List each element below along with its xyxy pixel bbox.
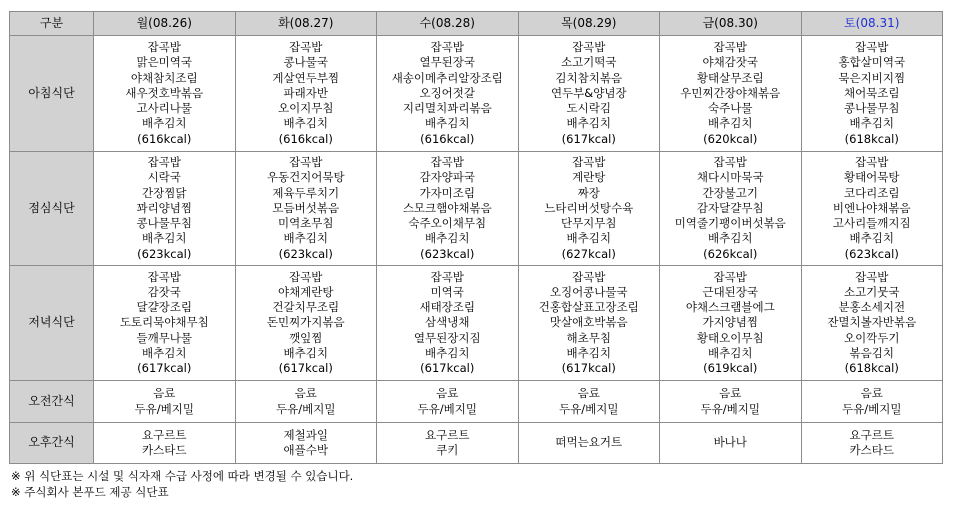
menu-cell <box>660 152 802 266</box>
menu-item: 단무지무침 <box>560 216 617 231</box>
menu-item: 들깨무나물 <box>136 330 193 345</box>
menu-item: 새송이메추리알장조림 <box>391 70 503 85</box>
menu-item: 배추김치 <box>283 345 328 360</box>
menu-item: 짜장 <box>577 185 600 200</box>
menu-item: 요구르트 <box>142 427 187 442</box>
menu-item: 잡곡밥 <box>713 269 747 284</box>
menu-item: (617kcal) <box>561 131 616 146</box>
menu-item: 묵은지비지찜 <box>838 70 906 85</box>
menu-item: 배추김치 <box>283 231 328 246</box>
menu-item: 고사리들깨지짐 <box>832 216 911 231</box>
menu-item: 숙주나물 <box>708 101 753 116</box>
menu-item: 시락국 <box>147 170 181 185</box>
menu-item: 김치참치볶음 <box>555 70 623 85</box>
menu-item: 요구르트 <box>849 427 894 442</box>
menu-item: 파래자반 <box>283 85 328 100</box>
menu-item: (618kcal) <box>844 131 899 146</box>
menu-item: 볶음김치 <box>849 345 894 360</box>
menu-item: 배추김치 <box>708 231 753 246</box>
menu-item: 꽈리양념찜 <box>136 200 193 215</box>
menu-item: 잡곡밥 <box>289 40 323 55</box>
menu-cell <box>518 266 660 381</box>
menu-cell <box>94 266 236 381</box>
menu-item: 도토리묵야채무침 <box>119 315 209 330</box>
menu-item: 감자양파국 <box>419 170 476 185</box>
menu-cell <box>801 423 943 464</box>
menu-cell <box>801 36 943 152</box>
meal-row-afternoon-snack <box>10 423 943 464</box>
menu-item: 맑은미역국 <box>136 55 193 70</box>
menu-cell <box>235 266 377 381</box>
menu-item: 건갈치무조림 <box>272 300 340 315</box>
weekly-menu-table <box>9 11 943 464</box>
menu-item: 두유/베지밀 <box>417 401 477 416</box>
menu-cell <box>377 152 519 266</box>
menu-item: 열무된장국 <box>419 55 476 70</box>
menu-item: (617kcal) <box>561 361 616 375</box>
menu-item: 제철과일 <box>283 427 328 442</box>
menu-item: 지리멸치꽈리볶음 <box>402 101 492 116</box>
menu-item: 두유/베지밀 <box>842 401 902 416</box>
menu-cell <box>94 423 236 464</box>
menu-item: (626kcal) <box>703 246 758 261</box>
day-header-fri: 금(08.30) <box>660 12 802 36</box>
menu-cell <box>235 423 377 464</box>
menu-item: 황태살무조림 <box>696 70 764 85</box>
menu-item: 돈민찌가지볶음 <box>266 315 345 330</box>
meal-label-lunch: 점심식단 <box>10 152 94 266</box>
menu-item: (627kcal) <box>561 246 616 261</box>
menu-cell <box>235 152 377 266</box>
menu-item: 오징어콩나물국 <box>549 284 628 299</box>
menu-item: 잡곡밥 <box>147 155 181 170</box>
corner-header: 구분 <box>10 12 94 36</box>
menu-item: 홍합살미역국 <box>838 55 906 70</box>
menu-item: 야채스크램블에그 <box>685 300 775 315</box>
menu-item: 콩나물국 <box>283 55 328 70</box>
menu-item: (623kcal) <box>420 246 475 261</box>
menu-item: 달걀장조림 <box>136 300 193 315</box>
menu-item: 잡곡밥 <box>289 155 323 170</box>
menu-item: 요구르트 <box>425 427 470 442</box>
menu-item: 잡곡밥 <box>855 269 889 284</box>
meal-label-morning-snack: 오전간식 <box>10 381 94 423</box>
menu-cell <box>660 381 802 423</box>
menu-item: 음료 <box>719 386 742 401</box>
menu-item: 잡곡밥 <box>855 155 889 170</box>
menu-item: 미역줄기팽이버섯볶음 <box>674 216 786 231</box>
menu-item: 두유/베지밀 <box>700 401 760 416</box>
meal-row-dinner <box>10 266 943 381</box>
menu-cell <box>518 152 660 266</box>
menu-item: 새태장조림 <box>419 300 476 315</box>
menu-item: 게살연두부찜 <box>272 70 340 85</box>
menu-item: 배추김치 <box>708 345 753 360</box>
menu-item: 황태어묵탕 <box>843 170 900 185</box>
menu-item: 오이깍두기 <box>843 330 900 345</box>
menu-cell <box>377 423 519 464</box>
menu-item: 배추김치 <box>425 231 470 246</box>
menu-item: 깻잎찜 <box>289 330 323 345</box>
header-row <box>10 12 943 36</box>
menu-item: 카스타드 <box>849 443 894 457</box>
menu-cell <box>94 381 236 423</box>
menu-item: 우동건지어묵탕 <box>266 170 345 185</box>
menu-item: 두유/베지밀 <box>559 401 619 416</box>
menu-item: 모듬버섯볶음 <box>272 200 340 215</box>
menu-item: 열무된장지짐 <box>413 330 481 345</box>
menu-item: 잡곡밥 <box>855 40 889 55</box>
menu-item: 감잣국 <box>147 284 181 299</box>
menu-item: 미역초무침 <box>277 216 334 231</box>
menu-cell <box>660 266 802 381</box>
footnotes <box>11 469 353 500</box>
menu-item: (617kcal) <box>278 361 333 375</box>
menu-item: 미역국 <box>430 284 464 299</box>
menu-item: 잔멸치볼자반볶음 <box>827 315 917 330</box>
menu-cell <box>94 152 236 266</box>
meal-row-morning-snack <box>10 381 943 423</box>
meal-row-lunch <box>10 152 943 266</box>
menu-item: (623kcal) <box>137 246 192 261</box>
menu-item: 배추김치 <box>708 116 753 131</box>
menu-item: 비엔나야채볶음 <box>832 200 911 215</box>
meal-label-dinner: 저녁식단 <box>10 266 94 381</box>
menu-item: 배추김치 <box>142 345 187 360</box>
menu-item: 배추김치 <box>566 116 611 131</box>
menu-item: 배추김치 <box>849 116 894 131</box>
menu-item: (616kcal) <box>278 131 333 146</box>
menu-cell <box>518 36 660 152</box>
meal-row-breakfast <box>10 36 943 152</box>
menu-item: 콩나물무침 <box>843 101 900 116</box>
menu-item: (620kcal) <box>703 131 758 146</box>
menu-item: 두유/베지밀 <box>276 401 336 416</box>
menu-item: (616kcal) <box>137 131 192 146</box>
menu-item: (617kcal) <box>137 361 192 375</box>
menu-item: 가자미조림 <box>419 185 476 200</box>
menu-item: 배추김치 <box>142 116 187 131</box>
menu-item: 음료 <box>436 386 459 401</box>
menu-item: 해초무침 <box>566 330 611 345</box>
menu-item: 콩나물무침 <box>136 216 193 231</box>
menu-item: 배추김치 <box>425 345 470 360</box>
menu-item: 분홍소세지전 <box>838 300 906 315</box>
menu-item: 삼색냉채 <box>425 315 470 330</box>
menu-item: 야채참치조림 <box>130 70 198 85</box>
menu-item: 계란탕 <box>572 170 606 185</box>
menu-item: 제육두루치기 <box>272 185 340 200</box>
menu-item: 배추김치 <box>566 345 611 360</box>
meal-label-afternoon-snack: 오후간식 <box>10 423 94 464</box>
day-header-sat: 토(08.31) <box>801 12 943 36</box>
menu-item: (616kcal) <box>420 131 475 146</box>
menu-item: 잡곡밥 <box>572 269 606 284</box>
menu-item: 가지양념찜 <box>702 315 759 330</box>
day-header-wed: 수(08.28) <box>377 12 519 36</box>
menu-item: 스모크햄야채볶음 <box>402 200 492 215</box>
menu-item: 배추김치 <box>566 231 611 246</box>
menu-item: 소고기뭇국 <box>843 284 900 299</box>
menu-cell <box>518 423 660 464</box>
menu-item: 잡곡밥 <box>713 40 747 55</box>
menu-cell <box>660 36 802 152</box>
footnote-provider: ※ 주식회사 본푸드 제공 식단표 <box>11 484 169 499</box>
day-header-thu: 목(08.29) <box>518 12 660 36</box>
menu-item: 감자달걀무침 <box>696 200 764 215</box>
menu-item: 채어묵조림 <box>843 85 900 100</box>
menu-item: 황태오이무침 <box>696 330 764 345</box>
menu-item: 배추김치 <box>142 231 187 246</box>
menu-item: 배추김치 <box>425 116 470 131</box>
menu-cell <box>660 423 802 464</box>
menu-item: 오이지무침 <box>277 101 334 116</box>
menu-item: 애플수박 <box>283 443 328 457</box>
menu-item: 채다시마묵국 <box>696 170 764 185</box>
menu-item: 오징어젓갈 <box>419 85 476 100</box>
menu-cell <box>377 36 519 152</box>
menu-cell <box>377 381 519 423</box>
menu-item: 잡곡밥 <box>713 155 747 170</box>
menu-cell <box>801 152 943 266</box>
menu-item: 잡곡밥 <box>572 40 606 55</box>
menu-item: 잡곡밥 <box>147 269 181 284</box>
menu-item: 잡곡밥 <box>572 155 606 170</box>
menu-cell <box>235 36 377 152</box>
menu-cell <box>235 381 377 423</box>
menu-cell <box>377 266 519 381</box>
menu-item: 근대된장국 <box>702 284 759 299</box>
menu-item: 연두부&양념장 <box>550 85 627 100</box>
menu-item: 음료 <box>577 386 600 401</box>
menu-item: 바나나 <box>713 435 747 450</box>
menu-item: 잡곡밥 <box>430 269 464 284</box>
menu-item: 우민찌간장야채볶음 <box>680 85 781 100</box>
menu-item: 고사리나물 <box>136 101 193 116</box>
menu-item: 잡곡밥 <box>289 269 323 284</box>
menu-cell <box>94 36 236 152</box>
menu-item: 음료 <box>153 386 176 401</box>
menu-item: 쿠키 <box>436 443 459 457</box>
menu-item: 간장불고기 <box>702 185 759 200</box>
day-header-tue: 화(08.27) <box>235 12 377 36</box>
menu-item: 잡곡밥 <box>147 40 181 55</box>
menu-item: 도시락김 <box>566 101 611 116</box>
day-header-mon: 월(08.26) <box>94 12 236 36</box>
menu-item: 새우젓호박볶음 <box>125 85 204 100</box>
menu-item: 잡곡밥 <box>430 155 464 170</box>
meal-label-breakfast: 아침식단 <box>10 36 94 152</box>
menu-item: 간장찜닭 <box>142 185 187 200</box>
menu-item: 느타리버섯탕수육 <box>544 200 634 215</box>
menu-item: (619kcal) <box>703 361 758 375</box>
menu-item: 배추김치 <box>849 231 894 246</box>
menu-item: 떠먹는요거트 <box>555 435 623 450</box>
menu-item: 야채감잣국 <box>702 55 759 70</box>
menu-item: 숙주오이채무침 <box>408 216 487 231</box>
menu-item: 음료 <box>860 386 883 401</box>
menu-cell <box>801 266 943 381</box>
menu-item: 잡곡밥 <box>430 40 464 55</box>
menu-item: 배추김치 <box>283 116 328 131</box>
menu-item: 맛살애호박볶음 <box>549 315 628 330</box>
menu-cell <box>801 381 943 423</box>
menu-item: (617kcal) <box>420 361 475 375</box>
menu-item: 건홍합살표고장조림 <box>538 300 639 315</box>
menu-item: 두유/베지밀 <box>134 401 194 416</box>
menu-item: 소고기떡국 <box>560 55 617 70</box>
menu-item: (623kcal) <box>844 246 899 261</box>
menu-item: (623kcal) <box>278 246 333 261</box>
menu-item: 코다리조림 <box>843 185 900 200</box>
menu-item: 야채계란탕 <box>277 284 334 299</box>
menu-item: 카스타드 <box>142 443 187 457</box>
footnote-change-notice: ※ 위 식단표는 시설 및 식자재 수급 사정에 따라 변경될 수 있습니다. <box>11 469 354 483</box>
menu-item: (618kcal) <box>844 361 899 375</box>
menu-item: 음료 <box>294 386 317 401</box>
menu-cell <box>518 381 660 423</box>
